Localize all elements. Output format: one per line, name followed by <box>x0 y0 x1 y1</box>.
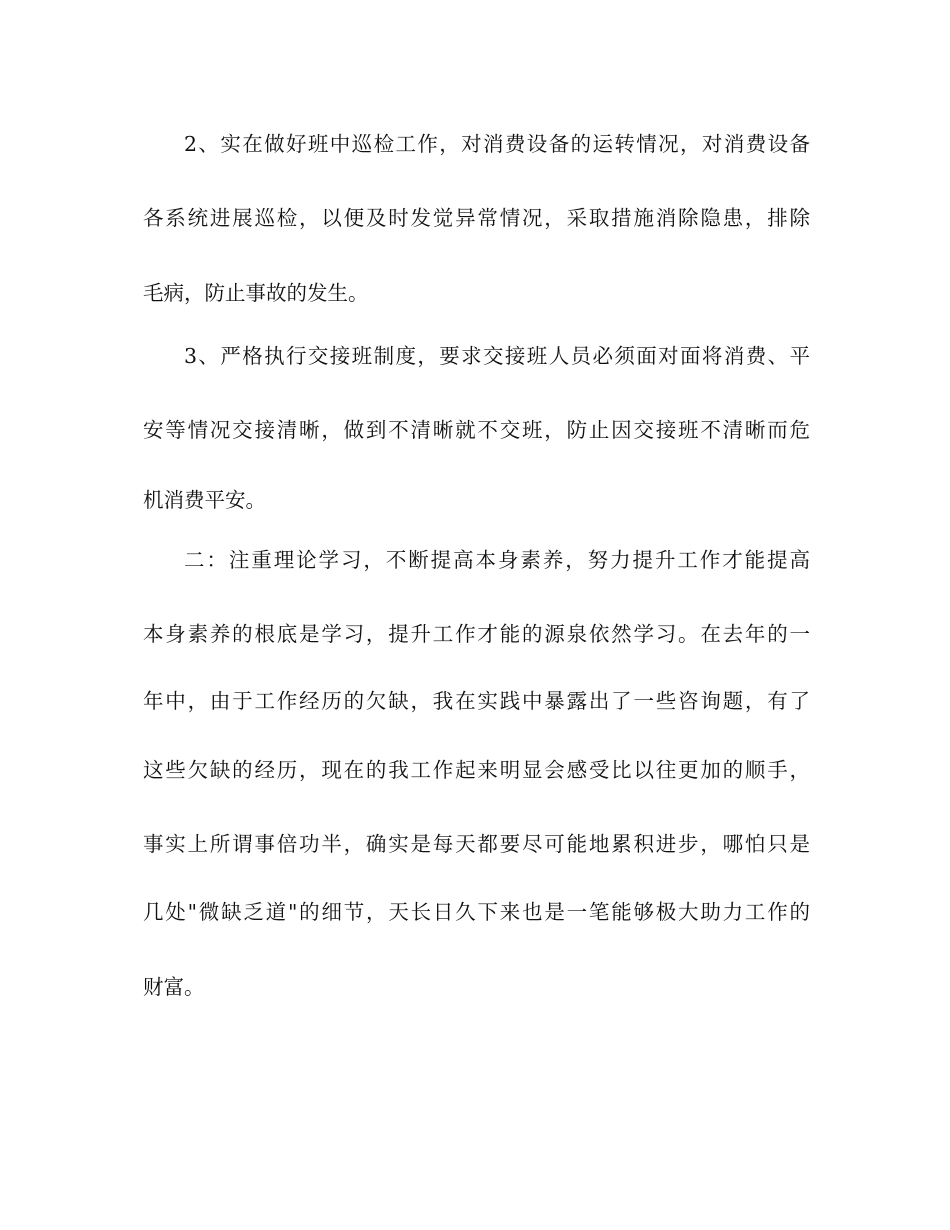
paragraph-2-line-3: 机消费平安。 <box>143 488 266 512</box>
paragraph-3-line-2: 本身素养的根底是学习，提升工作才能的源泉依然学习。在去年的一 <box>143 622 810 646</box>
paragraph-3-line-5: 事实上所谓事倍功半，确实是每天都要尽可能地累积进步，哪怕只是 <box>143 832 810 856</box>
paragraph-3-line-6: 几处"微缺乏道"的细节，天长日久下来也是一笔能够极大助力工作的 <box>143 900 810 924</box>
paragraph-3-line-4: 这些欠缺的经历，现在的我工作起来明显会感受比以往更加的顺手， <box>143 758 810 782</box>
paragraph-3-line-3: 年中，由于工作经历的欠缺，我在实践中暴露出了一些咨询题，有了 <box>143 689 810 713</box>
paragraph-3-line-7: 财富。 <box>143 975 205 999</box>
paragraph-2-line-1: 3、严格执行交接班制度，要求交接班人员必须面对面将消费、平 <box>184 344 810 368</box>
paragraph-3-line-1: 二：注重理论学习，不断提高本身素养，努力提升工作才能提高 <box>184 548 810 572</box>
paragraph-2-line-2: 安等情况交接清晰，做到不清晰就不交班，防止因交接班不清晰而危 <box>143 418 810 442</box>
paragraph-1-line-2: 各系统进展巡检，以便及时发觉异常情况，采取措施消除隐患，排除 <box>143 206 810 230</box>
paragraph-1-line-1: 2、实在做好班中巡检工作，对消费设备的运转情况，对消费设备 <box>184 132 810 156</box>
paragraph-1-line-3: 毛病，防止事故的发生。 <box>143 281 369 305</box>
